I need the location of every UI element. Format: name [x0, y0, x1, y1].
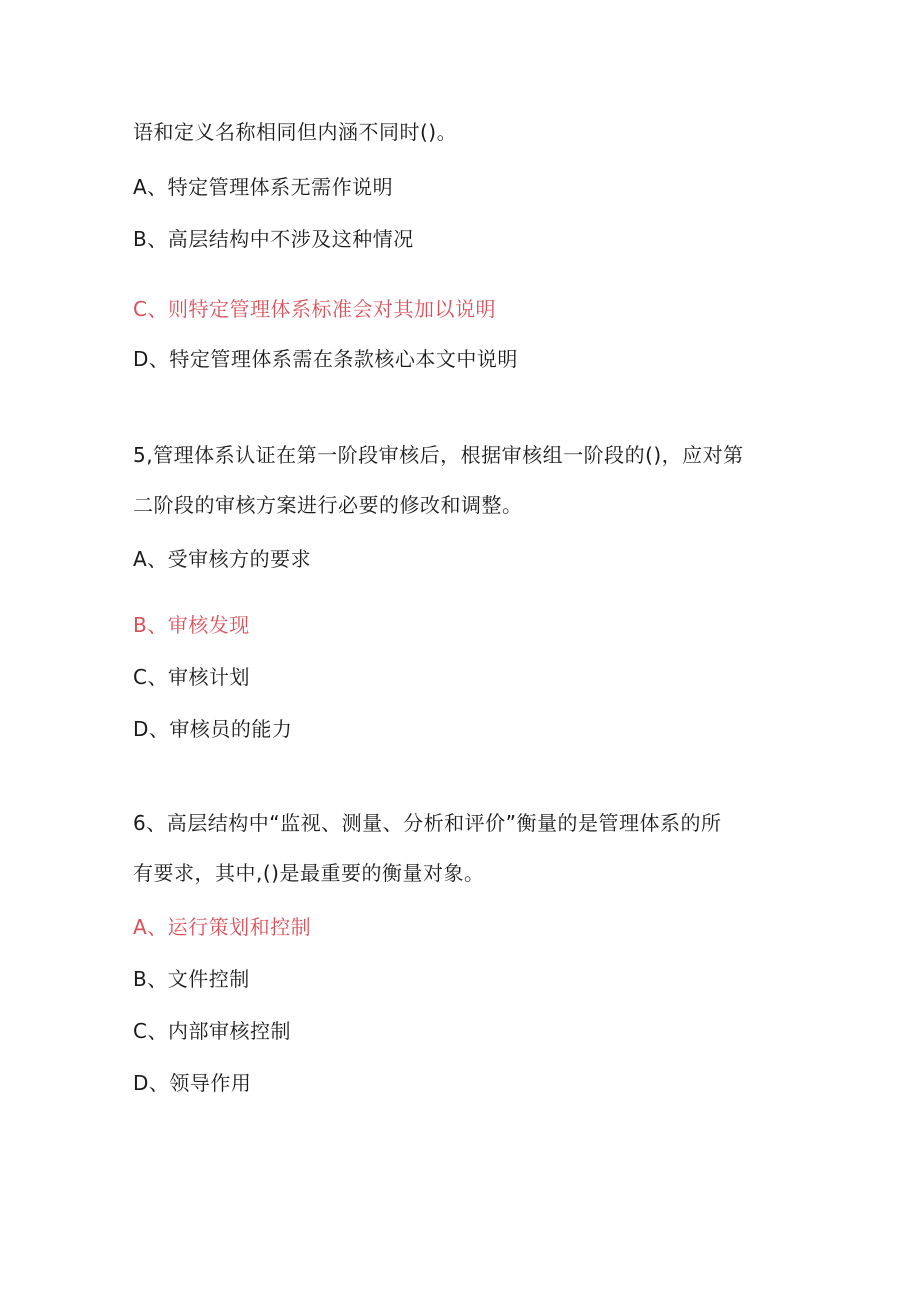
- q4-option-a: A、特定管理体系无需作说明: [133, 175, 394, 199]
- q5-option-a: A、受审核方的要求: [133, 547, 312, 571]
- q5-option-b-correct: B、审核发现: [133, 613, 250, 637]
- q5-option-d: D、审核员的能力: [133, 717, 293, 741]
- q5-option-c: C、审核计划: [133, 665, 250, 689]
- q6-stem-line1: 6、高层结构中“监视、测量、分析和评价”衡量的是管理体系的所: [133, 811, 722, 835]
- q5-stem-line2: 二阶段的审核方案进行必要的修改和调整。: [133, 493, 523, 517]
- q4-option-b: B、高层结构中不涉及这种情况: [133, 227, 414, 251]
- q4-option-d: D、特定管理体系需在条款核心本文中说明: [133, 347, 518, 371]
- q6-stem-line2: 有要求，其中,()是最重要的衡量对象。: [133, 861, 485, 885]
- q6-option-d: D、领导作用: [133, 1071, 252, 1095]
- q6-option-a-correct: A、运行策划和控制: [133, 915, 312, 939]
- q6-option-b: B、文件控制: [133, 967, 250, 991]
- q5-stem-line1: 5,管理体系认证在第一阶段审核后，根据审核组一阶段的()，应对第: [133, 443, 744, 467]
- q6-option-c: C、内部审核控制: [133, 1019, 291, 1043]
- q4-option-c-correct: C、则特定管理体系标准会对其加以说明: [133, 297, 496, 321]
- q4-stem-tail: 语和定义名称相同但内涵不同时()。: [133, 120, 458, 144]
